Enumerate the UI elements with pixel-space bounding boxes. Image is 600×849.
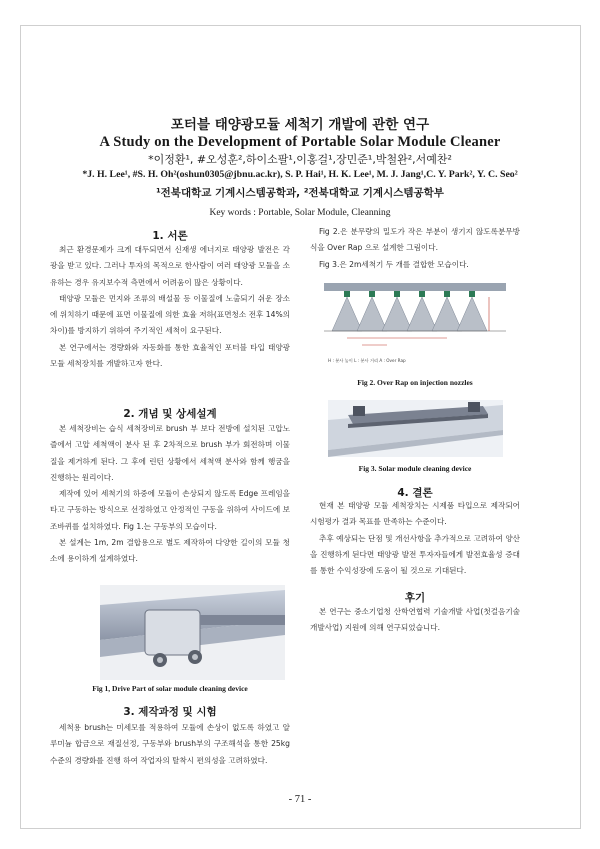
paragraph: 최근 환경문제가 크게 대두되면서 신재생 에너지로 태양광 발전은 각광을 받고 있다. 그러나 투자의 목적으로 한사람이 여러 태양광 모듈을 소유하는 경우 유지보수적 측면에서 어려움이 많은 상황이다.	[50, 245, 290, 287]
figure-2-legend: H : 분사 높이 L : 분사 거리 A : Over Rap	[328, 358, 406, 363]
paragraph: 본 연구는 중소기업청 산학연협력 기술개발 사업(첫걸음기술개발사업) 지원에 의해 연구되었습니다.	[310, 607, 520, 633]
figure-nozzle-overlap	[324, 283, 506, 369]
fabrication-text	[50, 720, 290, 769]
keywords: Key words : Portable, Solar Module, Cleanning	[209, 208, 391, 218]
figure-3-caption: Fig 3. Solar module cleaning device	[358, 464, 472, 473]
drive-part-illustration	[100, 585, 285, 680]
authors-korean: *이정환¹, #오성훈²,하이소팔¹,이홍걸¹,장민준¹,박철완²,서예찬²	[148, 153, 452, 166]
ack-text	[310, 604, 520, 637]
paper-title-korean: 포터블 태양광모듈 세척기 개발에 관한 연구	[170, 117, 430, 133]
cleaning-device-illustration	[328, 400, 503, 457]
figure-drive-part	[100, 585, 285, 680]
section-heading-fabrication: 3. 제작과정 및 시험	[123, 706, 217, 718]
paragraph: 태양광 모듈은 먼지와 조류의 배설물 등 이물질에 노출되기 쉬운 장소에 위치하기 때문에 표면 이물질에 의한 효율 저하(표면청소 전후 14%의 차이)를 방지하기 위하여 주기적인 세척이 요구된다.	[50, 293, 290, 336]
section-heading-intro: 1. 서론	[152, 230, 188, 242]
section-heading-concept: 2. 개념 및 상세설계	[123, 408, 217, 420]
paragraph: 제작에 있어 세척기의 하중에 모듈이 손상되지 않도록 Edge 프레임을 타고 구동하는 방식으로 선정하였고 안정적인 구동을 위하여 사이드에 보조바퀴를 설치하였다. Fig 1.는 구동부의 모습이다.	[50, 489, 290, 531]
paragraph: Fig 3.은 2m세척기 두 개를 결합한 모습이다.	[319, 259, 469, 269]
paragraph: 본 연구에서는 경량화와 자동화를 통한 효율적인 포터블 타입 태양광 모듈 세척장치를 개발하고자 한다.	[50, 342, 290, 369]
conclusion-text	[310, 498, 520, 579]
paragraph: 본 설계는 1m, 2m 결합용으로 별도 제작하여 다양한 길이의 모듈 청소에 용이하게 설계하였다.	[50, 538, 290, 564]
affiliation: ¹전북대학교 기계시스템공학과, ²전북대학교 기계시스템공학부	[156, 187, 444, 199]
paragraph: 본 세척장비는 습식 세척장비로 brush 부 보다 전방에 설치된 고압노즐에서 고압 세척액이 분사 된 후 2차적으로 brush 부가 회전하며 이물질을 제거하게 된다. 그 후에 린턴 상황에서 세척액 분사와 함께 행굼을 진행하는 원리이다.	[50, 424, 290, 482]
paragraph: 세척용 brush는 미세모를 적용하여 모듈에 손상이 없도록 하였고 알루미늄 합금으로 재질선정, 구동부와 brush부의 구조해석을 통한 25kg수준의 경량화를 진행 하여 작업자의 탈착시 편의성을 고려하였다.	[50, 723, 290, 765]
concept-text	[50, 421, 290, 568]
paper-title-english: A Study on the Development of Portable Solar Module Cleaner	[99, 134, 501, 150]
right-intro-text	[310, 224, 520, 273]
nozzle-overlap-diagram	[324, 283, 506, 369]
authors-english: *J. H. Lee¹, #S. H. Oh²(oshun0305@jbnu.ac.kr), S. P. Hai¹, H. K. Lee¹, M. J. Jang¹,C. Y. Park², Y. C. Seo²	[82, 169, 518, 180]
figure-1-caption: Fig 1, Drive Part of solar module cleaning device	[92, 684, 248, 693]
paragraph: 추후 예상되는 단점 및 개선사항을 추가적으로 고려하여 양산을 진행하게 된다면 태양광 발전 투자자들에게 발전효율성 증대를 통한 수익성장에 도움이 될 것으로 기대된다.	[310, 533, 520, 576]
intro-text	[50, 242, 290, 372]
figure-2-caption: Fig 2. Over Rap on injection nozzles	[357, 378, 473, 387]
paragraph: 현재 본 태양광 모듈 세척장치는 시제품 타입으로 제작되어 시험평가 결과 목표를 만족하는 수준이다.	[310, 501, 520, 527]
figure-cleaning-device	[328, 400, 503, 457]
section-heading-ack: 후기	[404, 592, 426, 604]
page-number: - 71 -	[288, 794, 312, 805]
paragraph: Fig 2.은 분무량의 밀도가 작은 부분이 생기지 않도록분무방식을 Over Rap 으로 설계한 그림이다.	[310, 227, 520, 253]
section-heading-conclusion: 4. 결론	[397, 487, 433, 499]
